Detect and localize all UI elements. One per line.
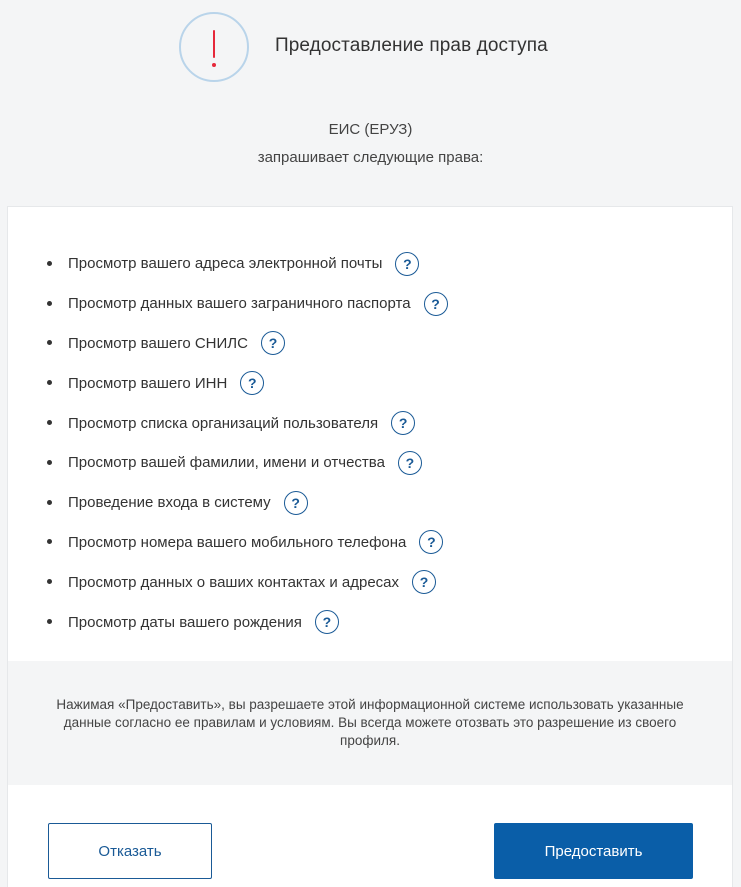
header [0,0,741,206]
help-icon[interactable]: ? [391,411,415,435]
bullet-icon [47,460,52,465]
system-name: ЕИС (ЕРУЗ) [328,121,413,138]
permission-label: Просмотр вашего ИНН [68,374,228,392]
consent-notice [8,661,732,785]
permission-label: Проведение входа в систему [68,494,271,512]
help-icon[interactable]: ? [284,491,308,515]
help-icon[interactable]: ? [424,292,448,316]
permission-item [8,483,732,523]
bullet-icon [47,261,52,266]
request-subtitle: запрашивает следующие права: [257,149,484,166]
grant-button[interactable]: Предоставить [494,823,693,879]
permission-label: Просмотр вашей фамилии, имени и отчества [68,454,385,472]
bullet-icon [47,301,52,306]
alert-dot [212,63,216,67]
permission-item [8,244,732,284]
permission-label: Просмотр вашего адреса электронной почты [68,255,383,273]
alert-bar [213,30,215,58]
permission-item [8,562,732,602]
consent-notice-text: Нажимая «Предоставить», вы разрешаете этой информационной системе использовать указанные данные согласно ее правилам и условиям. Вы всегда можете отозвать это разрешение из своего профиля. [56,697,684,748]
permission-label: Просмотр даты вашего рождения [68,613,302,631]
bullet-icon [47,619,52,624]
permission-item [8,284,732,324]
permission-label: Просмотр списка организаций пользователя [68,414,379,432]
permission-item [8,324,732,364]
bullet-icon [47,340,52,345]
help-icon[interactable]: ? [412,570,436,594]
decline-button[interactable]: Отказать [48,823,212,879]
alert-icon [179,12,249,82]
help-icon[interactable]: ? [240,371,264,395]
permission-item [8,403,732,443]
bullet-icon [47,539,52,544]
bullet-icon [47,380,52,385]
permissions-card [7,206,733,887]
permission-label: Просмотр номера вашего мобильного телефона [68,533,407,551]
page-title: Предоставление прав доступа [275,35,548,56]
permission-item [8,363,732,403]
help-icon[interactable]: ? [419,530,443,554]
help-icon[interactable]: ? [261,331,285,355]
permission-item [8,443,732,483]
permission-item [8,602,732,642]
bullet-icon [47,500,52,505]
help-icon[interactable]: ? [395,252,419,276]
permissions-list [8,244,732,642]
permission-item [8,523,732,563]
permission-label: Просмотр данных вашего заграничного паспорта [68,295,411,313]
help-icon[interactable]: ? [315,610,339,634]
permission-label: Просмотр вашего СНИЛС [68,334,248,352]
help-icon[interactable]: ? [398,451,422,475]
permission-label: Просмотр данных о ваших контактах и адресах [68,573,400,591]
bullet-icon [47,579,52,584]
bullet-icon [47,420,52,425]
